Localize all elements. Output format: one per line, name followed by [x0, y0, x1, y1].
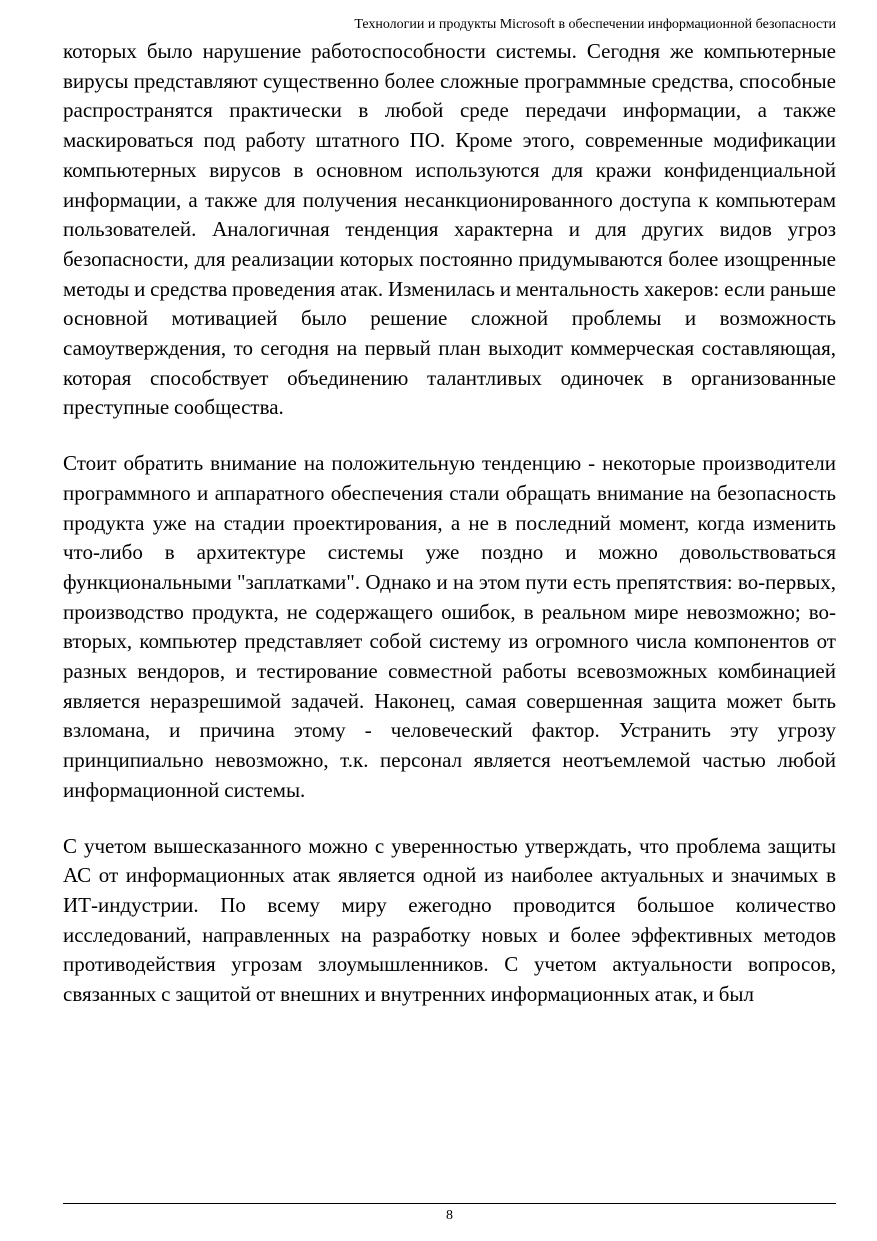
page-number: 8: [446, 1208, 453, 1223]
running-header: Технологии и продукты Microsoft в обеспечении информационной безопасности: [354, 17, 836, 32]
body-text: [63, 37, 836, 1010]
paragraph-3: С учетом вышесказанного можно с уверенностью утверждать, что проблема защиты АС от информационных атак является одной из наиболее актуальных и значимых в ИТ-индустрии. По всему миру ежегодно проводится большое количество исследований, направленных на разработку новых и более эффективных методов противодействия угрозам злоумышленников. С учетом актуальности вопросов, связанных с защитой от внешних и внутренних информационных атак, и был: [63, 833, 836, 1007]
footer-divider: [63, 1203, 836, 1204]
paragraph-2: Стоит обратить внимание на положительную тенденцию - некоторые производители программного и аппаратного обеспечения стали обращать внимание на безопасность продукта уже на стадии проектирования, а не в последний момент, когда изменить что-либо в архитектуре системы уже поздно и можно довольствоваться функциональными "заплатками". Однако и на этом пути есть препятствия: во-первых, производство продукта, не содержащего ошибок, в реальном мире невозможно; во-вторых, компьютер представляет собой систему из огромного числа компонентов от разных вендоров, и тестирование совместной работы всевозможных комбинацией является неразрешимой задачей. Наконец, самая совершенная защита может быть взломана, и причина этому - человеческий фактор. Устранить эту угрозу принципиально невозможно, т.к. персонал является неотъемлемой частью любой информационной системы.: [63, 451, 836, 802]
paragraph-1: которых было нарушение работоспособности системы. Сегодня же компьютерные вирусы представляют существенно более сложные программные средства, способные распространятся практически в любой среде передачи информации, а также маскироваться под работу штатного ПО. Кроме этого, современные модификации компьютерных вирусов в основном используются для кражи конфиденциальной информации, а также для получения несанкционированного доступа к компьютерам пользователей. Аналогичная тенденция характерна и для других видов угроз безопасности, для реализации которых постоянно придумываются более изощренные методы и средства проведения атак. Изменилась и ментальность хакеров: если раньше основной мотивацией было решение сложной проблемы и возможность самоутверждения, то сегодня на первый план выходит коммерческая составляющая, которая способствует объединению талантливых одиночек в организованные преступные сообщества.: [63, 39, 836, 420]
